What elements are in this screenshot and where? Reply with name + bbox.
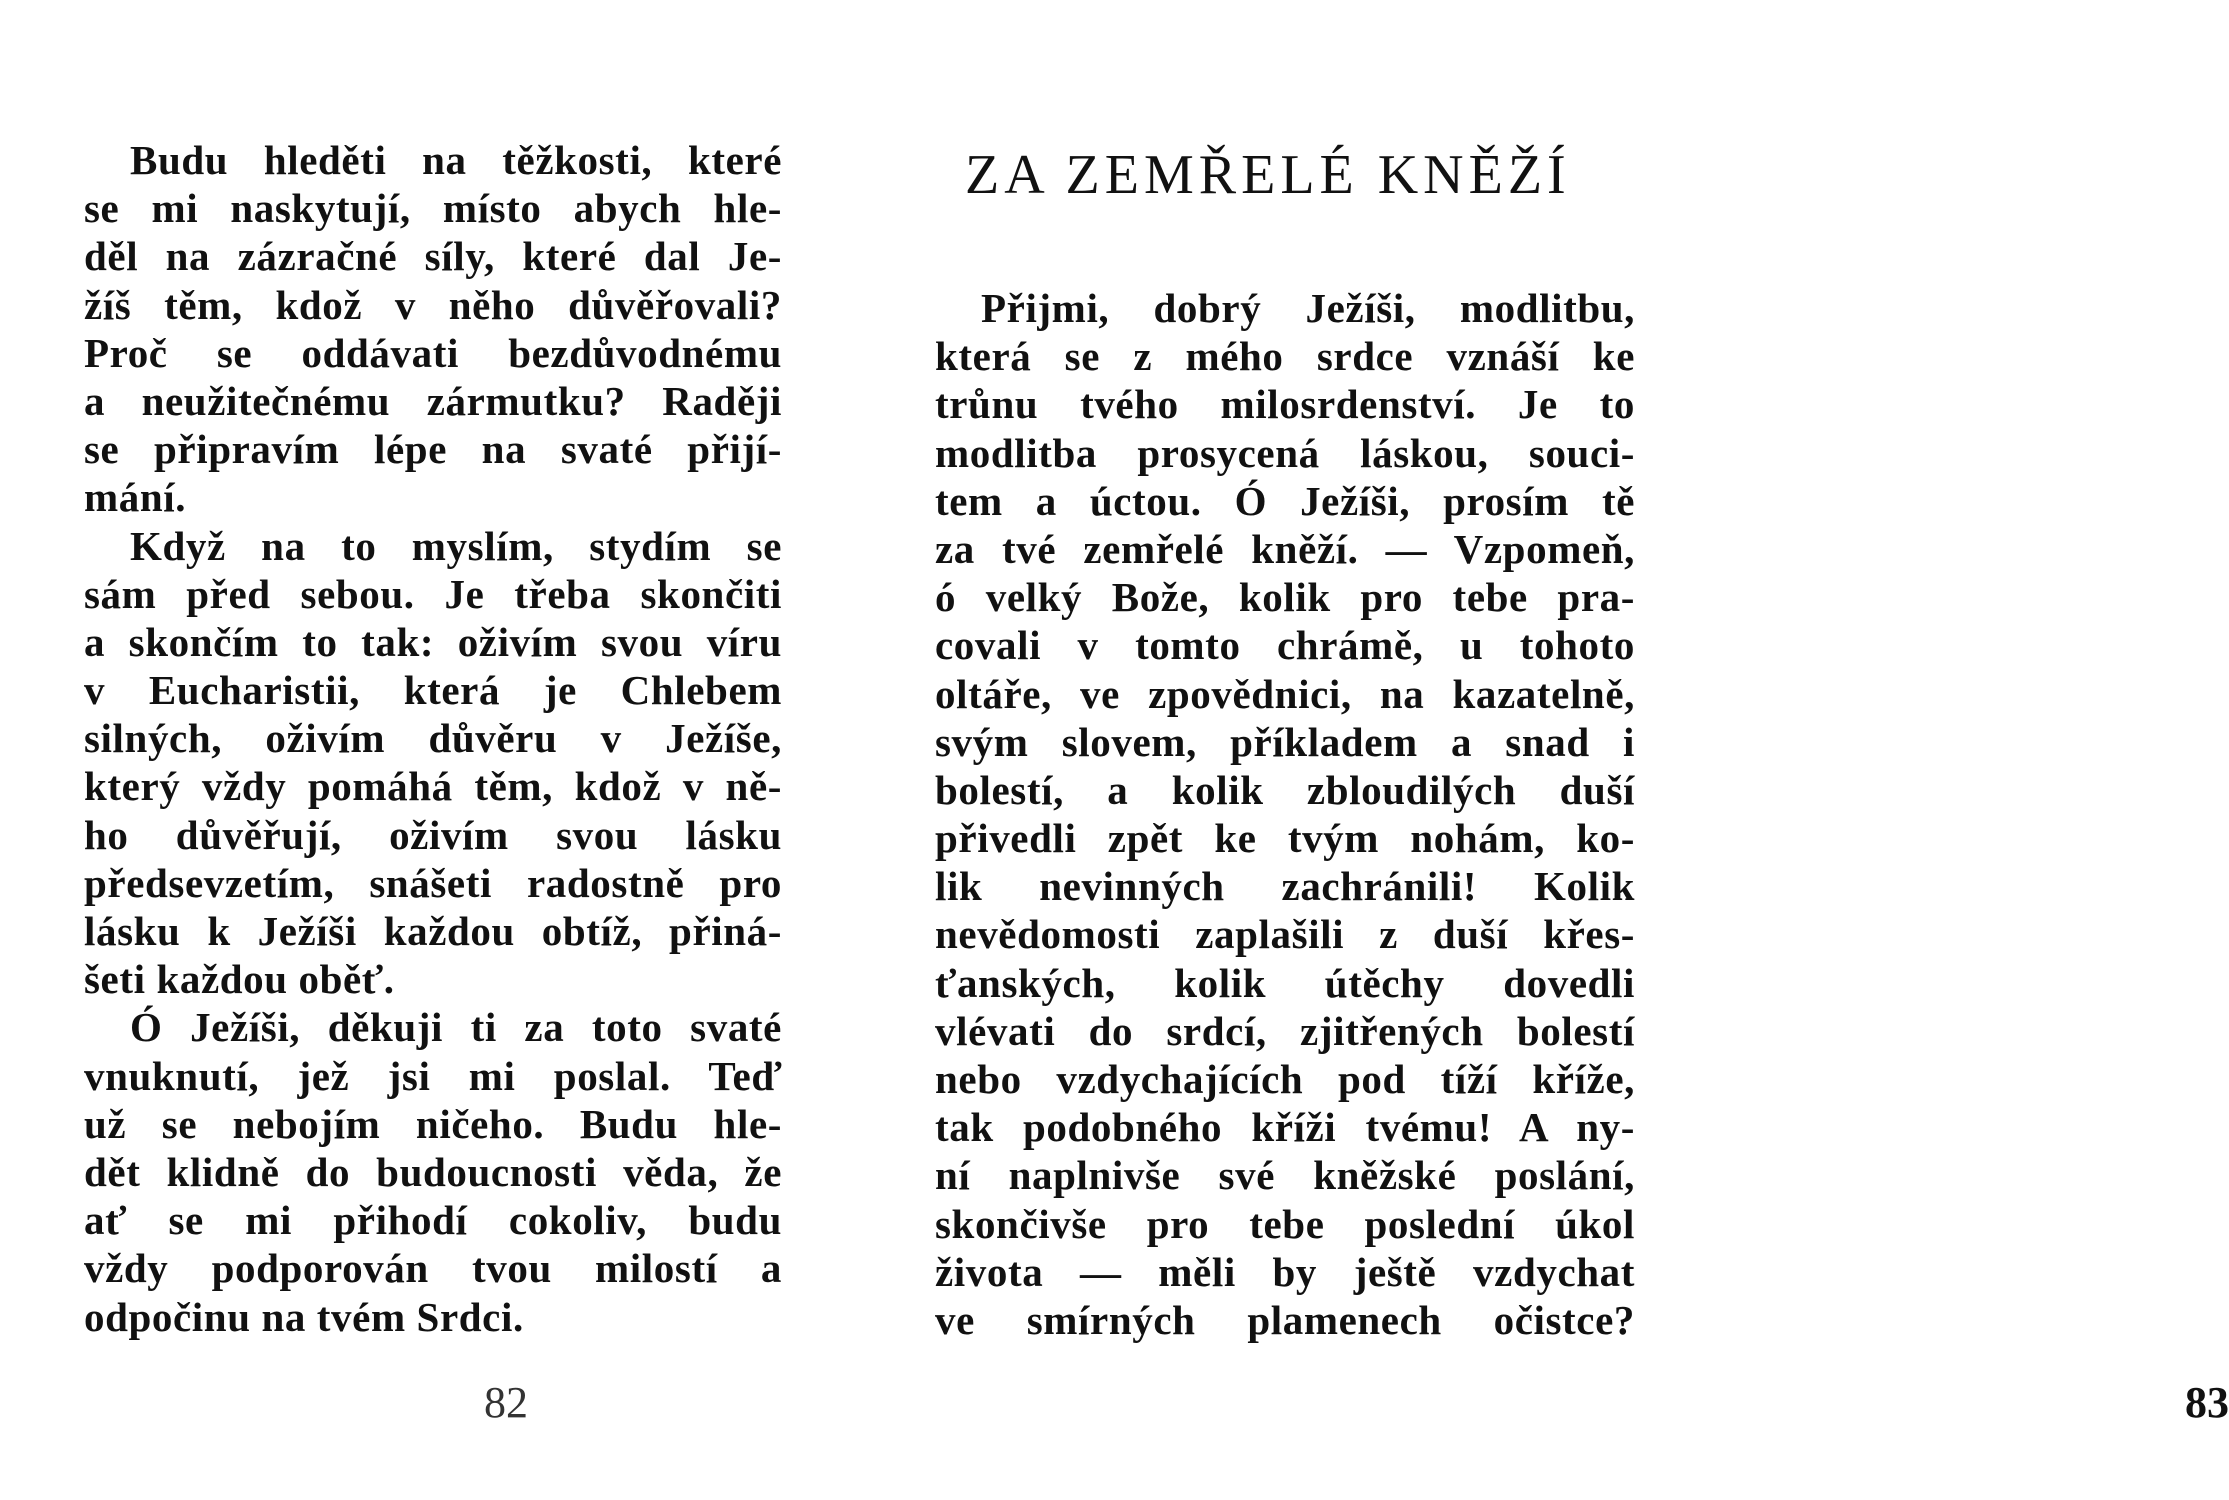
text-line: sám před sebou. Je třeba skončiti — [84, 570, 782, 617]
text-line: který vždy pomáhá těm, kdož v ně- — [84, 763, 782, 810]
text-line: předsevzetím, snášeti radostně pro — [84, 859, 782, 906]
left-page-text — [84, 136, 782, 1341]
text-line: šeti každou oběť. — [84, 956, 395, 1003]
text-line: dět klidně do budoucnosti věda, že — [84, 1148, 782, 1195]
text-line: lik nevinných zachránili! Kolik — [935, 863, 1635, 910]
text-line: odpočinu na tvém Srdci. — [84, 1293, 524, 1340]
text-line: oltáře, ve zpovědnici, na kazatelně, — [935, 670, 1635, 717]
text-line: ho důvěřují, oživím svou lásku — [84, 811, 782, 858]
text-line: v Eucharistii, která je Chlebem — [84, 667, 782, 714]
text-line: vnuknutí, jež jsi mi poslal. Teď — [84, 1052, 782, 1099]
text-line: nevědomosti zaplašili z duší křes- — [935, 911, 1635, 958]
text-line: tem a úctou. Ó Ježíši, prosím tě — [935, 477, 1635, 524]
text-line: ať se mi přihodí cokoliv, budu — [84, 1197, 782, 1244]
text-line: Budu hleděti na těžkosti, které — [130, 137, 782, 183]
text-line: která se z mého srdce vznáší ke — [935, 333, 1635, 380]
text-line: Když na to myslím, stydím se — [130, 522, 782, 569]
text-line: ní naplnivše své kněžské poslání, — [935, 1152, 1635, 1199]
text-line: života — měli by ještě vzdychat — [935, 1248, 1635, 1295]
text-line: skončivše pro tebe poslední úkol — [935, 1200, 1635, 1247]
text-line: vždy podporován tvou milostí a — [84, 1245, 782, 1292]
page-number-left: 82 — [484, 1378, 528, 1427]
text-line: se mi naskytují, místo abych hle- — [84, 185, 782, 232]
text-line: žíš těm, kdož v něho důvěřovali? — [84, 281, 782, 328]
text-line: bolestí, a kolik zbloudilých duší — [935, 766, 1635, 813]
text-line: silných, oživím důvěru v Ježíše, — [84, 715, 782, 762]
text-line: covali v tomto chrámě, u tohoto — [935, 622, 1635, 669]
right-page-text — [935, 284, 1635, 1344]
right-page — [935, 0, 2229, 1500]
text-line: Přijmi, dobrý Ježíši, modlitbu, — [981, 285, 1635, 331]
left-page — [84, 0, 782, 1500]
text-line: vlévati do srdcí, zjitřených bolestí — [935, 1007, 1635, 1054]
text-line: ťanských, kolik útěchy dovedli — [935, 959, 1635, 1006]
text-line: a skončím to tak: oživím svou víru — [84, 618, 782, 665]
text-line: trůnu tvého milosrdenství. Je to — [935, 381, 1635, 428]
text-line: za tvé zemřelé kněží. — Vzpomeň, — [935, 525, 1635, 572]
text-line: děl na zázračné síly, které dal Je- — [84, 233, 782, 280]
text-line: ve smírných plamenech očistce? — [935, 1296, 1635, 1343]
text-line: tak podobného kříži tvému! A ny- — [935, 1104, 1635, 1151]
text-line: Proč se oddávati bezdůvodnému — [84, 329, 782, 376]
chapter-title: ZA ZEMŘELÉ KNĚŽÍ — [965, 144, 1571, 206]
text-line: se připravím lépe na svaté přijí- — [84, 426, 782, 473]
text-line: ó velký Bože, kolik pro tebe pra- — [935, 574, 1635, 621]
text-line: nebo vzdychajících pod tíží kříže, — [935, 1056, 1635, 1102]
text-line: mání. — [84, 474, 187, 521]
text-line: svým slovem, příkladem a snad i — [935, 718, 1635, 765]
text-line: přivedli zpět ke tvým nohám, ko- — [935, 815, 1635, 862]
text-line: Ó Ježíši, děkuji ti za toto svaté — [130, 1004, 782, 1051]
text-line: a neužitečnému zármutku? Raději — [84, 377, 782, 424]
text-line: modlitba prosycená láskou, souci- — [935, 429, 1635, 476]
text-line: lásku k Ježíši každou obtíž, přiná- — [84, 908, 782, 954]
text-line: už se nebojím ničeho. Budu hle- — [84, 1100, 782, 1147]
page-number-right: 83 — [2185, 1378, 2229, 1427]
